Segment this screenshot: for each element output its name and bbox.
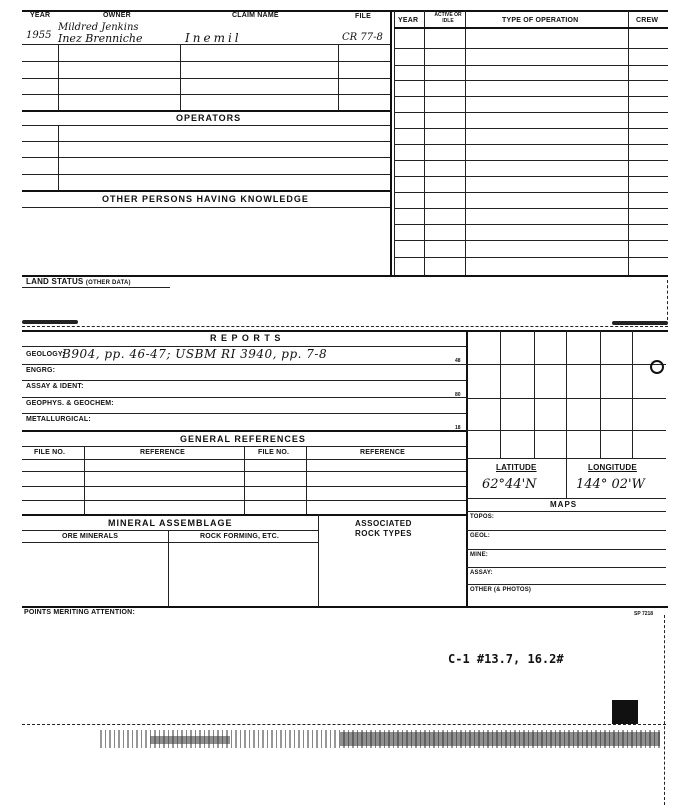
maps-heading: MAPS [550,500,578,509]
operators-line [22,125,390,126]
col-crew: CREW [636,17,659,24]
ops-row [394,96,668,97]
col-type-operation: TYPE OF OPERATION [502,17,579,24]
owner-row-line [22,44,390,45]
margin-mark: 80 [455,392,461,398]
geophys-label: GEOPHYS. & GEOCHEM: [26,400,114,407]
grid-column [500,330,501,458]
ops-row [394,208,668,209]
maps-other-label: OTHER (& PHOTOS) [470,587,532,593]
ops-row [394,65,668,66]
col-year-ops: YEAR [398,17,419,24]
location-bottom-line [466,498,666,499]
ref-col-file-no-2: FILE NO. [258,449,290,456]
grid-column [534,330,535,458]
ops-row [394,224,668,225]
right-edge-mark [667,280,668,320]
owner-row-line [22,94,390,95]
rock-forming-label: ROCK FORMING, ETC. [200,533,280,540]
ops-row [394,80,668,81]
latitude-value: 62°44'N [482,477,537,492]
scan-smudge [612,321,668,325]
scan-smudge [22,320,78,324]
points-label: POINTS MERITING ATTENTION: [24,609,135,616]
grid-column [566,330,567,498]
references-divider [306,446,307,514]
land-status-heading: LAND STATUS (OTHER DATA) [26,277,131,286]
points-top-line [22,606,668,608]
record-owner-2: Inez Brenniche [58,32,143,45]
references-divider [244,446,245,514]
reports-dash-line [22,326,668,327]
maps-line [466,584,666,585]
ops-row [394,160,668,161]
operators-line [22,157,390,158]
ore-minerals-label: ORE MINERALS [62,533,119,540]
land-status-underline [22,287,170,288]
mineral-header-line [22,530,318,531]
references-divider [84,446,85,514]
mineral-divider [168,530,169,606]
grid-row [466,364,666,365]
owner-divider [180,44,181,110]
assay-label: ASSAY & IDENT: [26,383,84,390]
longitude-label: LONGITUDE [588,463,637,472]
maps-geol-label: GEOL: [470,533,490,539]
margin-mark: 48 [455,358,461,364]
ops-row [394,128,668,129]
grid-row [466,458,666,459]
owner-divider [338,44,339,110]
operators-line [22,174,390,175]
maps-line [466,549,666,550]
geology-label: GEOLOGY: [26,351,65,358]
other-persons-line [22,207,390,208]
scan-registration-block [612,700,638,724]
longitude-value: 144° 02'W [576,477,645,492]
maps-mine-label: MINE: [470,552,488,558]
reports-line [22,364,466,365]
maps-line [466,567,666,568]
ref-col-reference: REFERENCE [140,449,185,456]
catalog-stamp: C-1 #13.7, 16.2# [448,652,564,666]
col-year: YEAR [30,12,51,19]
reports-bottom-line [22,430,466,432]
reports-line [22,397,466,398]
maps-header-line [466,511,666,512]
owner-divider [58,44,59,110]
scan-edge-line [22,724,666,725]
record-file: CR 77-8 [342,32,383,43]
scan-noise-band [340,732,660,746]
mineral-assemblage-heading: MINERAL ASSEMBLAGE [108,518,233,528]
col-active-idle: ACTIVE OR IDLE [434,12,462,24]
grid-row [466,398,666,399]
ops-divider [465,10,466,275]
maps-line [466,530,666,531]
owner-bottom-line [22,110,390,112]
ops-divider [628,10,629,275]
rock-types-label: ROCK TYPES [355,529,413,538]
col-claim-name: CLAIM NAME [232,12,279,19]
owner-row-line [22,61,390,62]
latitude-label: LATITUDE [496,463,537,472]
ref-col-file-no: FILE NO. [34,449,66,456]
grid-row [466,430,666,431]
ops-header-line [394,27,668,29]
operators-line [22,141,390,142]
grid-column [600,330,601,458]
ops-row [394,192,668,193]
associated-label: ASSOCIATED [355,519,412,528]
metallurgical-label: METALLURGICAL: [26,416,91,423]
references-bottom-line [22,514,466,516]
operators-divider [58,125,59,190]
ops-row [394,112,668,113]
maps-assay-label: ASSAY: [470,570,493,576]
mineral-sub-line [22,542,318,543]
mineral-divider [318,514,319,606]
general-references-heading: GENERAL REFERENCES [180,434,306,444]
record-owner-1: Mildred Jenkins [58,22,139,33]
grid-column [632,330,633,458]
owner-row-line [22,78,390,79]
margin-mark: 18 [455,425,461,431]
ops-left-border-inner [394,10,395,275]
ops-row [394,144,668,145]
ref-col-reference-2: REFERENCE [360,449,405,456]
punch-hole-icon [650,360,664,374]
reports-top-line [22,330,668,332]
ops-row [394,48,668,49]
ops-row [394,257,668,258]
reports-line [22,380,466,381]
operators-heading: OPERATORS [176,113,242,123]
col-file: FILE [355,13,371,20]
other-persons-heading: OTHER PERSONS HAVING KNOWLEDGE [102,194,309,204]
record-year: 1955 [26,30,52,41]
scan-noise-band [150,736,230,744]
ops-row [394,240,668,241]
ops-divider [424,10,425,275]
record-claim-name: Inemil [185,31,242,45]
engrg-label: ENGRG: [26,367,56,374]
grid-left-border [466,330,468,606]
reports-line [22,413,466,414]
form-number: SP 7218 [634,611,654,617]
operators-bottom-line [22,190,390,192]
right-edge-mark [664,615,665,805]
reports-heading: R E P O R T S [210,333,282,343]
ops-left-border [390,10,392,275]
geology-value: B904, pp. 46-47; USBM RI 3940, pp. 7-8 [62,347,328,361]
col-owner: OWNER [103,12,131,19]
ops-row [394,176,668,177]
maps-topos-label: TOPOS: [470,514,495,520]
